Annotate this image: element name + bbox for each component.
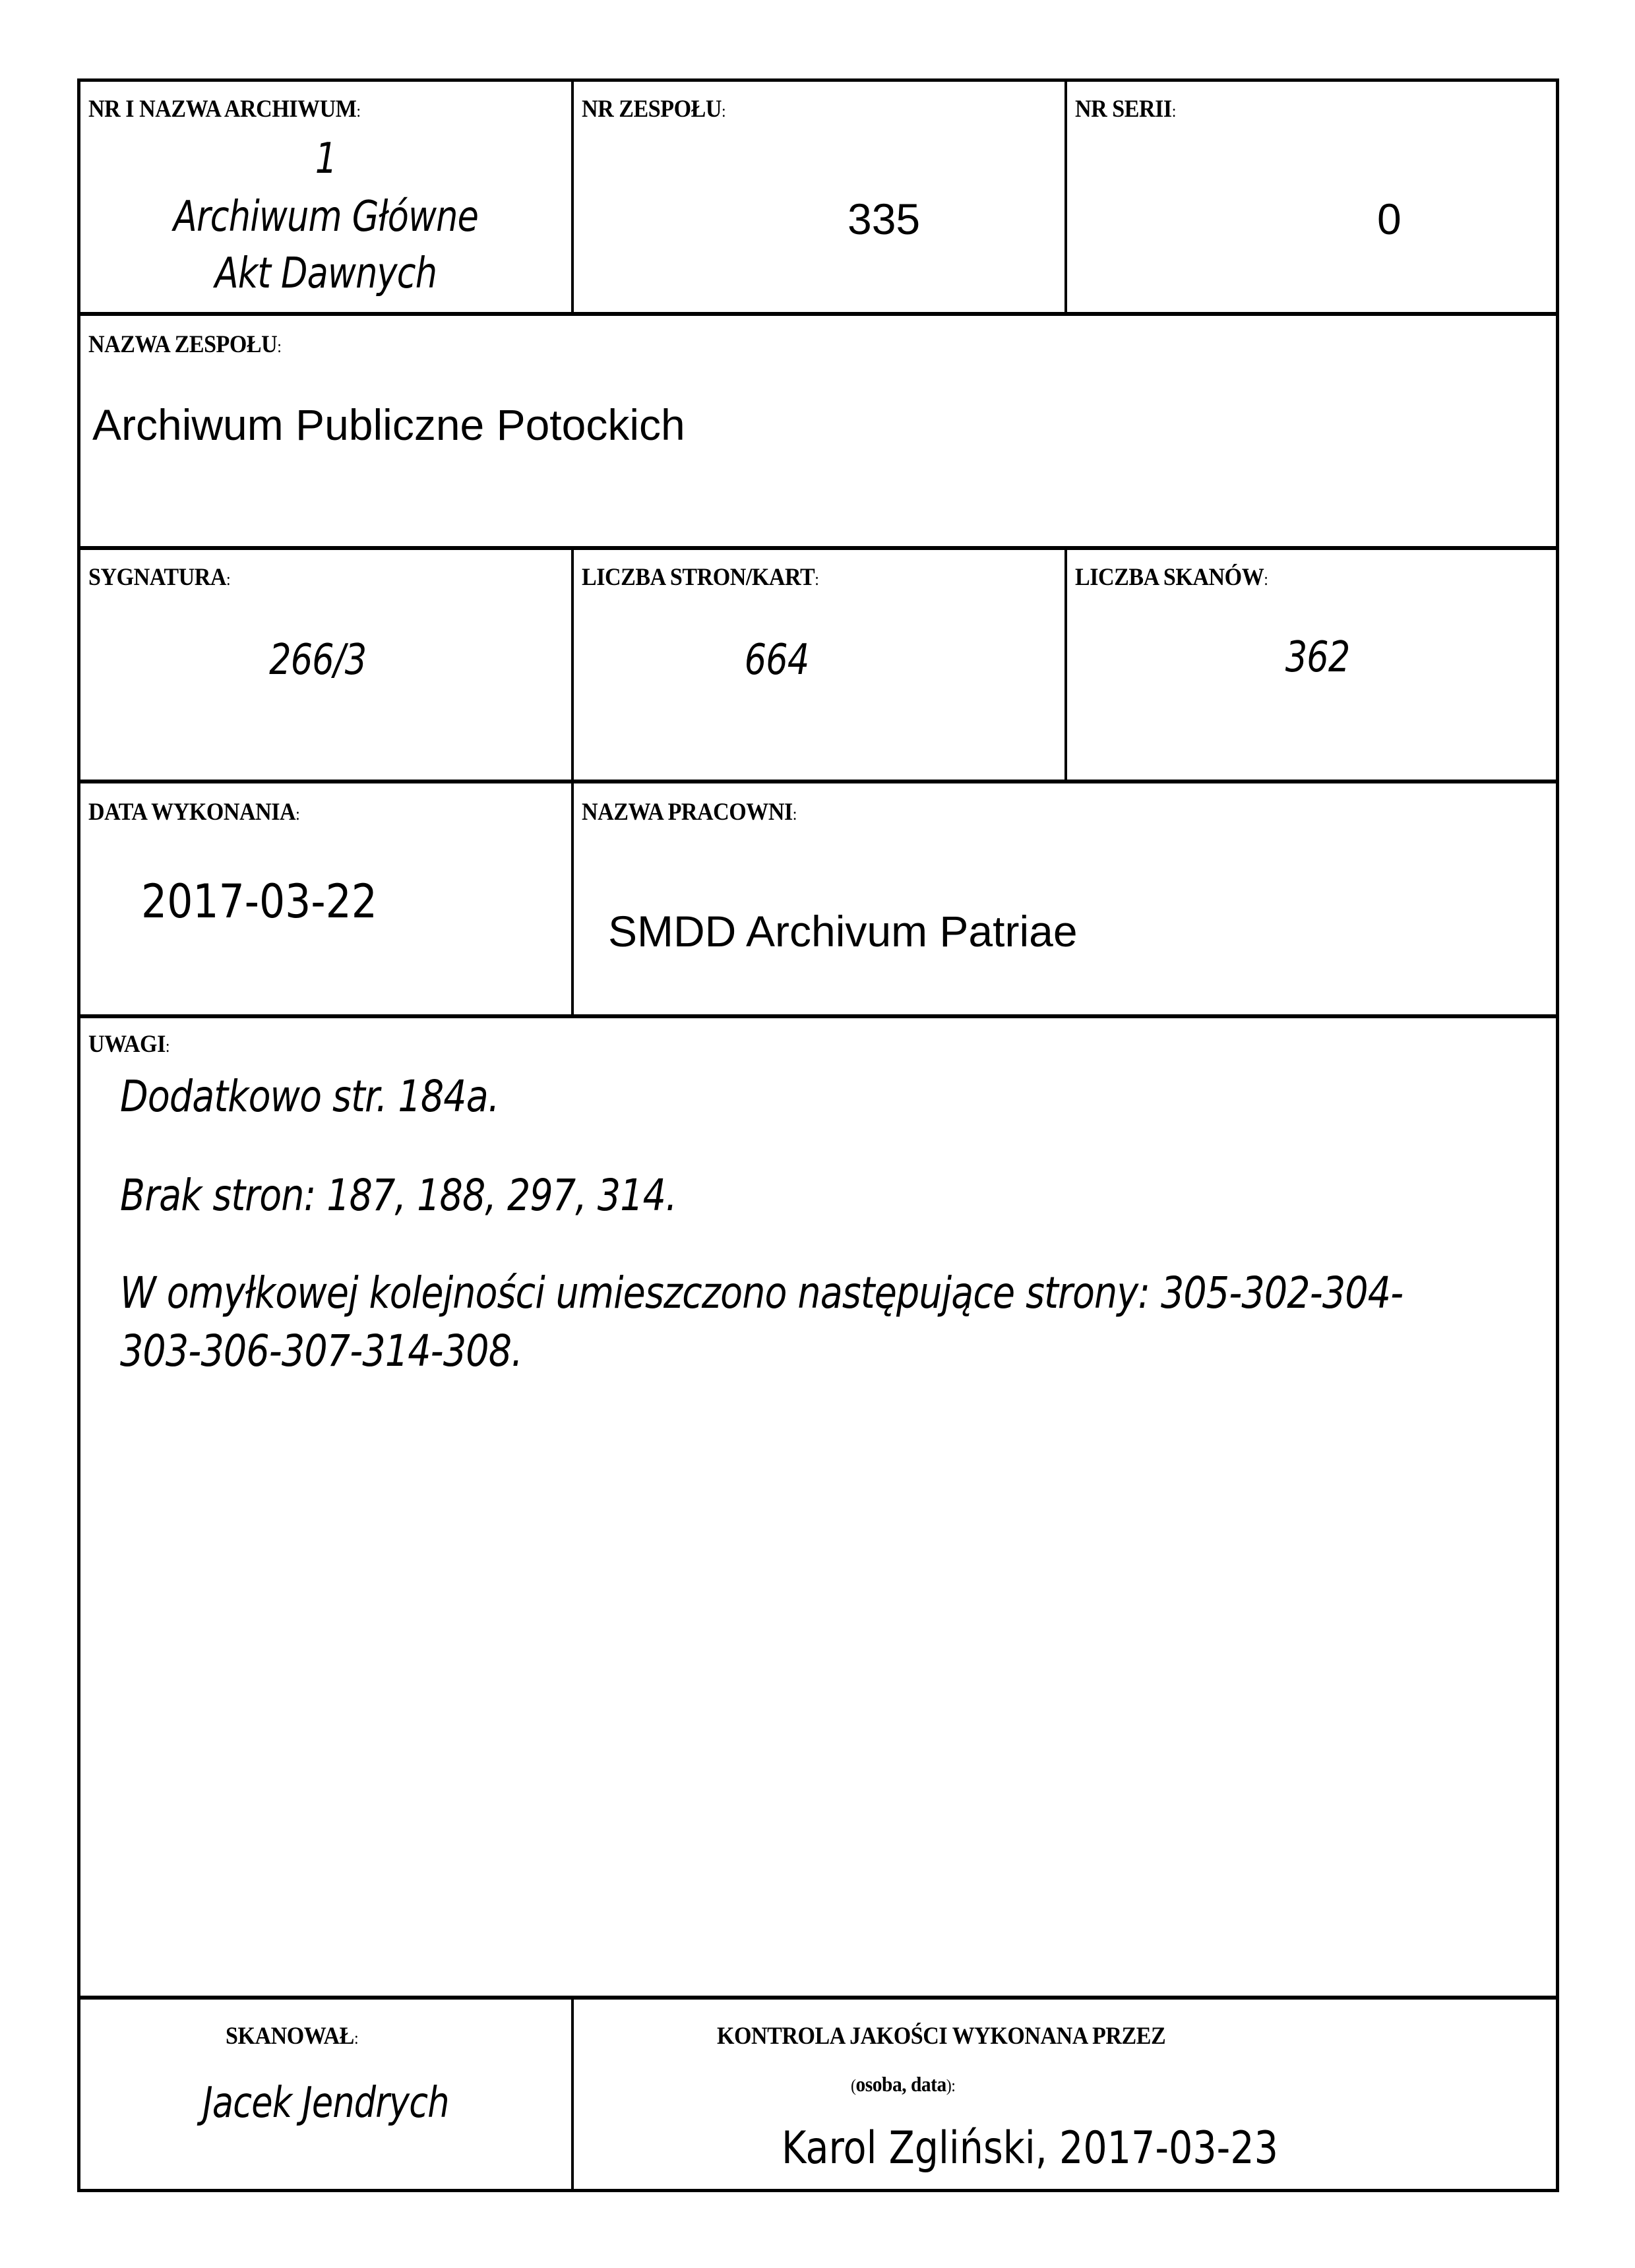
page-count-cell: [574, 550, 1064, 780]
archive-cell: [80, 82, 571, 312]
notes-cell: [80, 1018, 1556, 1996]
page-count-value: 664: [744, 636, 809, 685]
execution-date-value: 2017-03-22: [141, 874, 377, 929]
execution-date-label: DATA WYKONANIA:: [88, 799, 300, 826]
quality-control-sublabel: (osoba, data):: [851, 2072, 956, 2096]
signature-value: 266/3: [269, 636, 367, 685]
fonds-name-label: NAZWA ZESPOŁU:: [88, 331, 282, 358]
archive-label: NR I NAZWA ARCHIWUM:: [88, 96, 361, 123]
scan-count-label: LICZBA SKANÓW:: [1075, 564, 1268, 591]
note-line: Dodatkowo str. 184a.: [120, 1071, 499, 1122]
execution-date-cell: [80, 783, 571, 1014]
note-line: Brak stron: 187, 188, 297, 314.: [120, 1170, 677, 1221]
archive-number: 1: [315, 135, 337, 183]
fonds-name-cell: [80, 316, 1556, 546]
fonds-number-label: NR ZESPOŁU:: [582, 96, 726, 123]
archive-name-line1: Archiwum Główne: [173, 193, 479, 241]
workshop-name-label: NAZWA PRACOWNI:: [582, 799, 797, 826]
fonds-number-value: 335: [848, 195, 921, 243]
quality-control-label: KONTROLA JAKOŚCI WYKONANA PRZEZ: [717, 2023, 1166, 2050]
signature-label: SYGNATURA:: [88, 564, 231, 591]
scanned-by-value: Jacek Jendrych: [202, 2079, 449, 2128]
scan-count-cell: [1067, 550, 1559, 780]
series-number-cell: [1067, 82, 1559, 312]
signature-cell: [80, 550, 571, 780]
archive-metadata-form: [77, 78, 1559, 2192]
scan-count-value: 362: [1285, 633, 1350, 682]
notes-label: UWAGI:: [88, 1031, 170, 1058]
scanned-by-cell: [80, 2000, 571, 2192]
workshop-name-value: SMDD Archivum Patriae: [608, 907, 1078, 956]
workshop-name-cell: [574, 783, 1556, 1014]
page-count-label: LICZBA STRON/KART:: [582, 564, 819, 591]
quality-control-value: Karol Zgliński, 2017-03-23: [782, 2122, 1278, 2174]
note-line: 303-306-307-314-308.: [120, 1326, 522, 1376]
series-number-value: 0: [1377, 195, 1402, 243]
fonds-name-value: Archiwum Publiczne Potockich: [92, 400, 685, 449]
fonds-number-cell: [574, 82, 1064, 312]
series-number-label: NR SERII:: [1075, 96, 1176, 123]
quality-control-cell: [574, 2000, 1556, 2192]
note-line: W omyłkowej kolejności umieszczono następujące strony: 305-302-304-: [120, 1268, 1404, 1318]
scanned-by-label: SKANOWAŁ:: [226, 2023, 359, 2050]
archive-name-line2: Akt Dawnych: [214, 249, 437, 298]
